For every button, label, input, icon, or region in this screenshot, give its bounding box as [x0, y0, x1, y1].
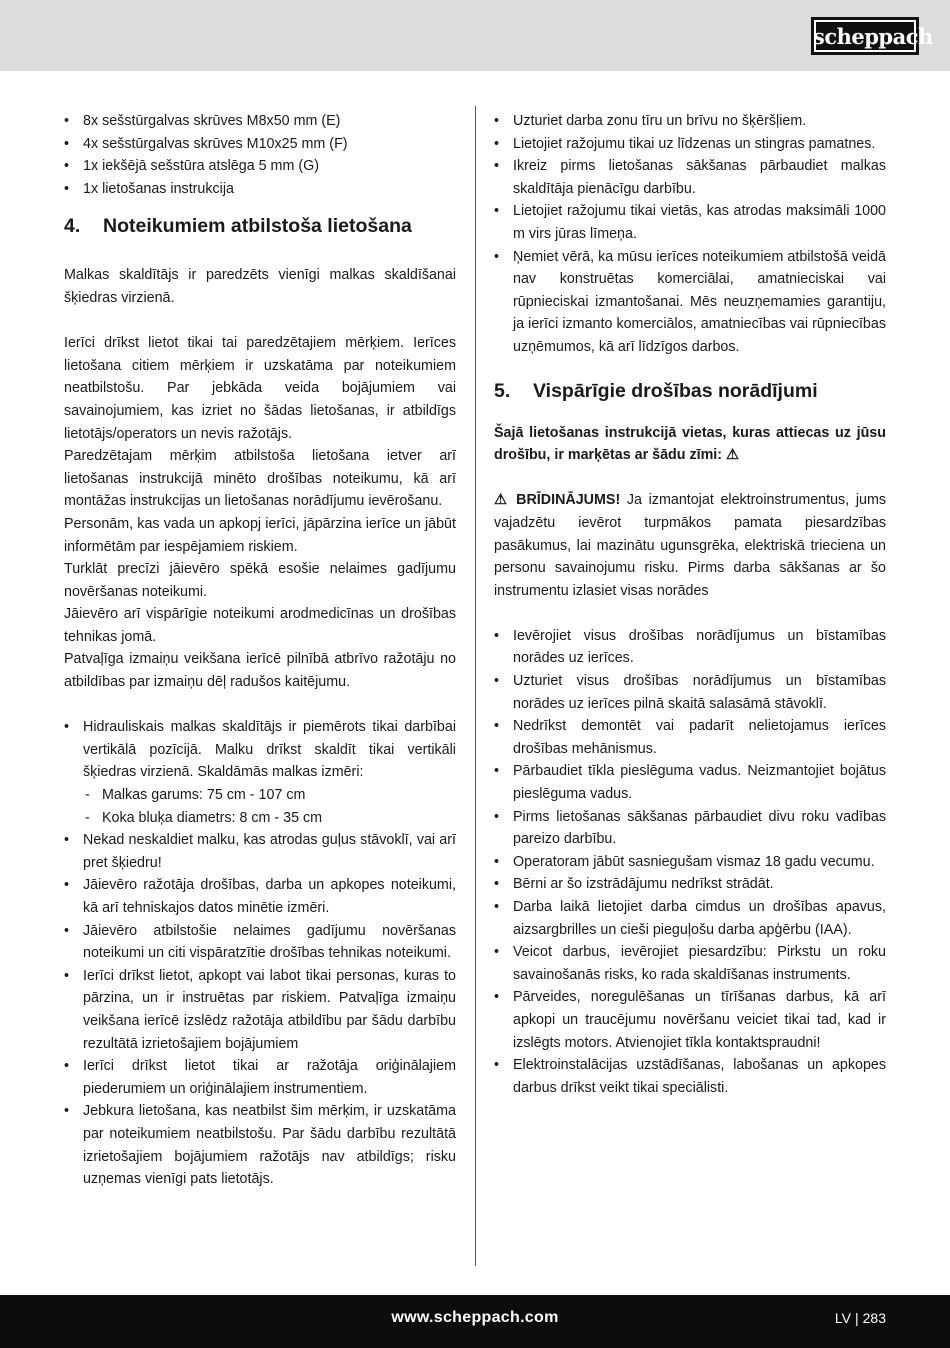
list-item: • 4x sešstūrgalvas skrūves M10x25 mm (F) — [64, 133, 456, 156]
list-item: • Elektroinstalācijas uzstādīšanas, labošanas un apkopes darbus drīkst veikt tikai speciālisti. — [494, 1054, 886, 1099]
dimensions-list — [83, 784, 456, 829]
list-item: • Jāievēro ražotāja drošības, darba un apkopes noteikumi, kā arī tehniskajos datos minētie izmēri. — [64, 874, 456, 919]
paragraph: Personām, kas vada un apkopj ierīci, jāpārzina ierīce un jābūt informētām par iespējamiem riskiem. — [64, 515, 456, 555]
list-item: • Operatoram jābūt sasniegušam vismaz 18 gadu vecumu. — [494, 851, 886, 874]
section-5-heading: 5. Vispārīgie drošības norādījumi — [494, 379, 818, 402]
list-item: • Lietojiet ražojumu tikai vietās, kas atrodas maksimāli 1000 m virs jūras līmeņa. — [494, 200, 886, 245]
list-item: • Ierīci drīkst lietot, apkopt vai labot tikai personas, kuras to pārzina, un ir instruētas par riskiem. Patvaļīga izmaiņu veikšana ierīcē izslēdz ražotāja atbildību par šādu darbību rezultātā izrietošajiem bojājumiem — [64, 965, 456, 1055]
list-item: • Uzturiet darba zonu tīru un brīvu no šķēršļiem. — [494, 110, 886, 133]
list-item: • Pārveides, noregulēšanas un tīrīšanas darbus, kā arī apkopi un traucējumu novēršanu veiciet tikai tad, kad ir izslēgts motors. Atvienojiet tīkla kontaktspraudni! — [494, 986, 886, 1054]
paragraph: Ierīci drīkst lietot tikai tai paredzētajiem mērķiem. Ierīces lietošana citiem mērķiem ir uzskatāma par noteikumiem neatbilstošu. Par jebkāda veida bojājumiem vai savainojumiem, kas izriet no šādas lietošanas, ir atbildīgs lietotājs/operators un nevis ražotājs. — [64, 335, 456, 442]
usage-rules-list — [64, 716, 456, 1190]
section-4-heading: 4. Noteikumiem atbilstoša lietošana — [64, 215, 412, 238]
paragraph: Turklāt precīzi jāievēro spēkā esošie nelaimes gadījumu novēršanas noteikumi. — [64, 561, 456, 600]
paragraph: Jāievēro arī vispārīgie noteikumi arodmedicīnas un drošības tehnikas jomā. — [64, 606, 456, 645]
list-item: • Ievērojiet visus drošības norādījumus un bīstamības norādes uz ierīces. — [494, 625, 886, 670]
paragraph: Paredzētajam mērķim atbilstoša lietošana ietver arī lietošanas instrukcijā minēto drošības noteikumu, kā arī montāžas instrukcijas un lietošanas norādījumu ievērošanu. — [64, 448, 456, 510]
list-item: - Koka bluķa diametrs: 8 cm - 35 cm — [83, 807, 456, 830]
paragraph: Patvaļīga izmaiņu veikšana ierīcē pilnībā atbrīvo ražotāju no atbildības par izmaiņu dēļ radušos kaitējumu. — [64, 651, 456, 691]
list-item: • Pārbaudiet tīkla pieslēguma vadus. Neizmantojiet bojātus pieslēguma vadus. — [494, 760, 886, 805]
list-item: • Nedrīkst demontēt vai padarīt nelietojamus ierīces drošības mehānismus. — [494, 715, 886, 760]
page-footer — [0, 1295, 950, 1348]
list-item: • Lietojiet ražojumu tikai uz līdzenas un stingras pamatnes. — [494, 133, 886, 156]
list-item: • 8x sešstūrgalvas skrūves M8x50 mm (E) — [64, 110, 456, 133]
paragraph: Malkas skaldītājs ir paredzēts vienīgi malkas skaldīšanai šķiedras virzienā. — [64, 267, 456, 306]
list-item: • Ierīci drīkst lietot tikai ar ražotāja oriģinālajiem piederumiem un oriģinālajiem instrumentiem. — [64, 1055, 456, 1100]
list-item: - Malkas garums: 75 cm - 107 cm — [83, 784, 456, 807]
list-item: • Bērni ar šo izstrādājumu nedrīkst strādāt. — [494, 873, 886, 896]
list-item: • Jebkura lietošana, kas neatbilst šim mērķim, ir uzskatāma par noteikumiem neatbilstošu. Par šādu darbību rezultātā izrietošajiem bojājumiem ražotājs nav atbildīgs; risku uzņemas vienīgi pats lietotājs. — [64, 1100, 456, 1190]
list-item: • Hidrauliskais malkas skaldītājs ir piemērots tikai darbībai vertikālā pozīcijā. Malku drīkst skaldīt tikai vertikāli šķiedras virzienā. Skaldāmās malkas izmēri: - Malkas garums: 75 cm - 107 cm - Koka bluķa diametrs: 8 cm - 35 cm — [64, 716, 456, 829]
left-column — [64, 110, 456, 1191]
list-item: • Ikreiz pirms lietošanas sākšanas pārbaudiet malkas skaldītāja pienācīgu darbību. — [494, 155, 886, 200]
page-number: LV | 283 — [834, 1310, 886, 1326]
website-link[interactable]: www.scheppach.com — [391, 1309, 559, 1326]
list-item: • Veicot darbus, ievērojiet piesardzību: Pirkstu un roku savainošanās risks, ko rada skaldīšanas instruments. — [494, 941, 886, 986]
right-column — [494, 110, 886, 1099]
scheppach-logo: scheppach — [811, 17, 919, 55]
warning-label: ⚠ BRĪDINĀJUMS! — [494, 492, 621, 509]
page-header — [0, 0, 950, 71]
list-item: • Pirms lietošanas sākšanas pārbaudiet divu roku vadības pareizo darbību. — [494, 806, 886, 851]
warning-paragraph: ⚠ BRĪDINĀJUMS! Ja izmantojat elektroinstrumentus, jums vajadzētu ievērot turpmākos pamata piesardzības pasākumus, lai mazinātu ugunsgrēka, elektriskā trieciena un personu savainojumu risku. Pirms darba sākšanas ar šo instrumentu izlasiet visas norādes — [494, 492, 887, 599]
column-divider — [475, 106, 476, 1266]
list-item: • Darba laikā lietojiet darba cimdus un drošības apavus, aizsargbrilles un cieši pieguļošu darba apģērbu (IAA). — [494, 896, 886, 941]
list-item: • 1x lietošanas instrukcija — [64, 178, 456, 201]
scope-of-delivery-list — [64, 110, 456, 200]
list-item: • Jāievēro atbilstošie nelaimes gadījumu novēršanas noteikumi un citi vispāratzītie drošības tehnikas noteikumi. — [64, 920, 456, 965]
safety-notice: Šajā lietošanas instrukcijā vietas, kuras attiecas uz jūsu drošību, ir marķētas ar šādu zīmi: ⚠ — [494, 424, 886, 464]
list-item: • Nekad neskaldiet malku, kas atrodas guļus stāvoklī, vai arī pret šķiedru! — [64, 829, 456, 874]
list-item: • Uzturiet visus drošības norādījumus un bīstamības norādes uz ierīces pilnā skaitā salasāmā stāvoklī. — [494, 670, 886, 715]
list-item: • Ņemiet vērā, ka mūsu ierīces noteikumiem atbilstošā veidā nav konstruētas komerciālai, amatnieciskai vai rūpnieciskai izmantošanai. Mēs neuzņemamies garantiju, ja ierīci izmanto komerciālos, amatniecības vai rūpniecības uzņēmumos, kā arī līdzīgos darbos. — [494, 246, 886, 359]
list-item: • 1x iekšējā sešstūra atslēga 5 mm (G) — [64, 155, 456, 178]
workplace-rules-list — [494, 110, 886, 359]
safety-rules-list — [494, 625, 886, 1099]
